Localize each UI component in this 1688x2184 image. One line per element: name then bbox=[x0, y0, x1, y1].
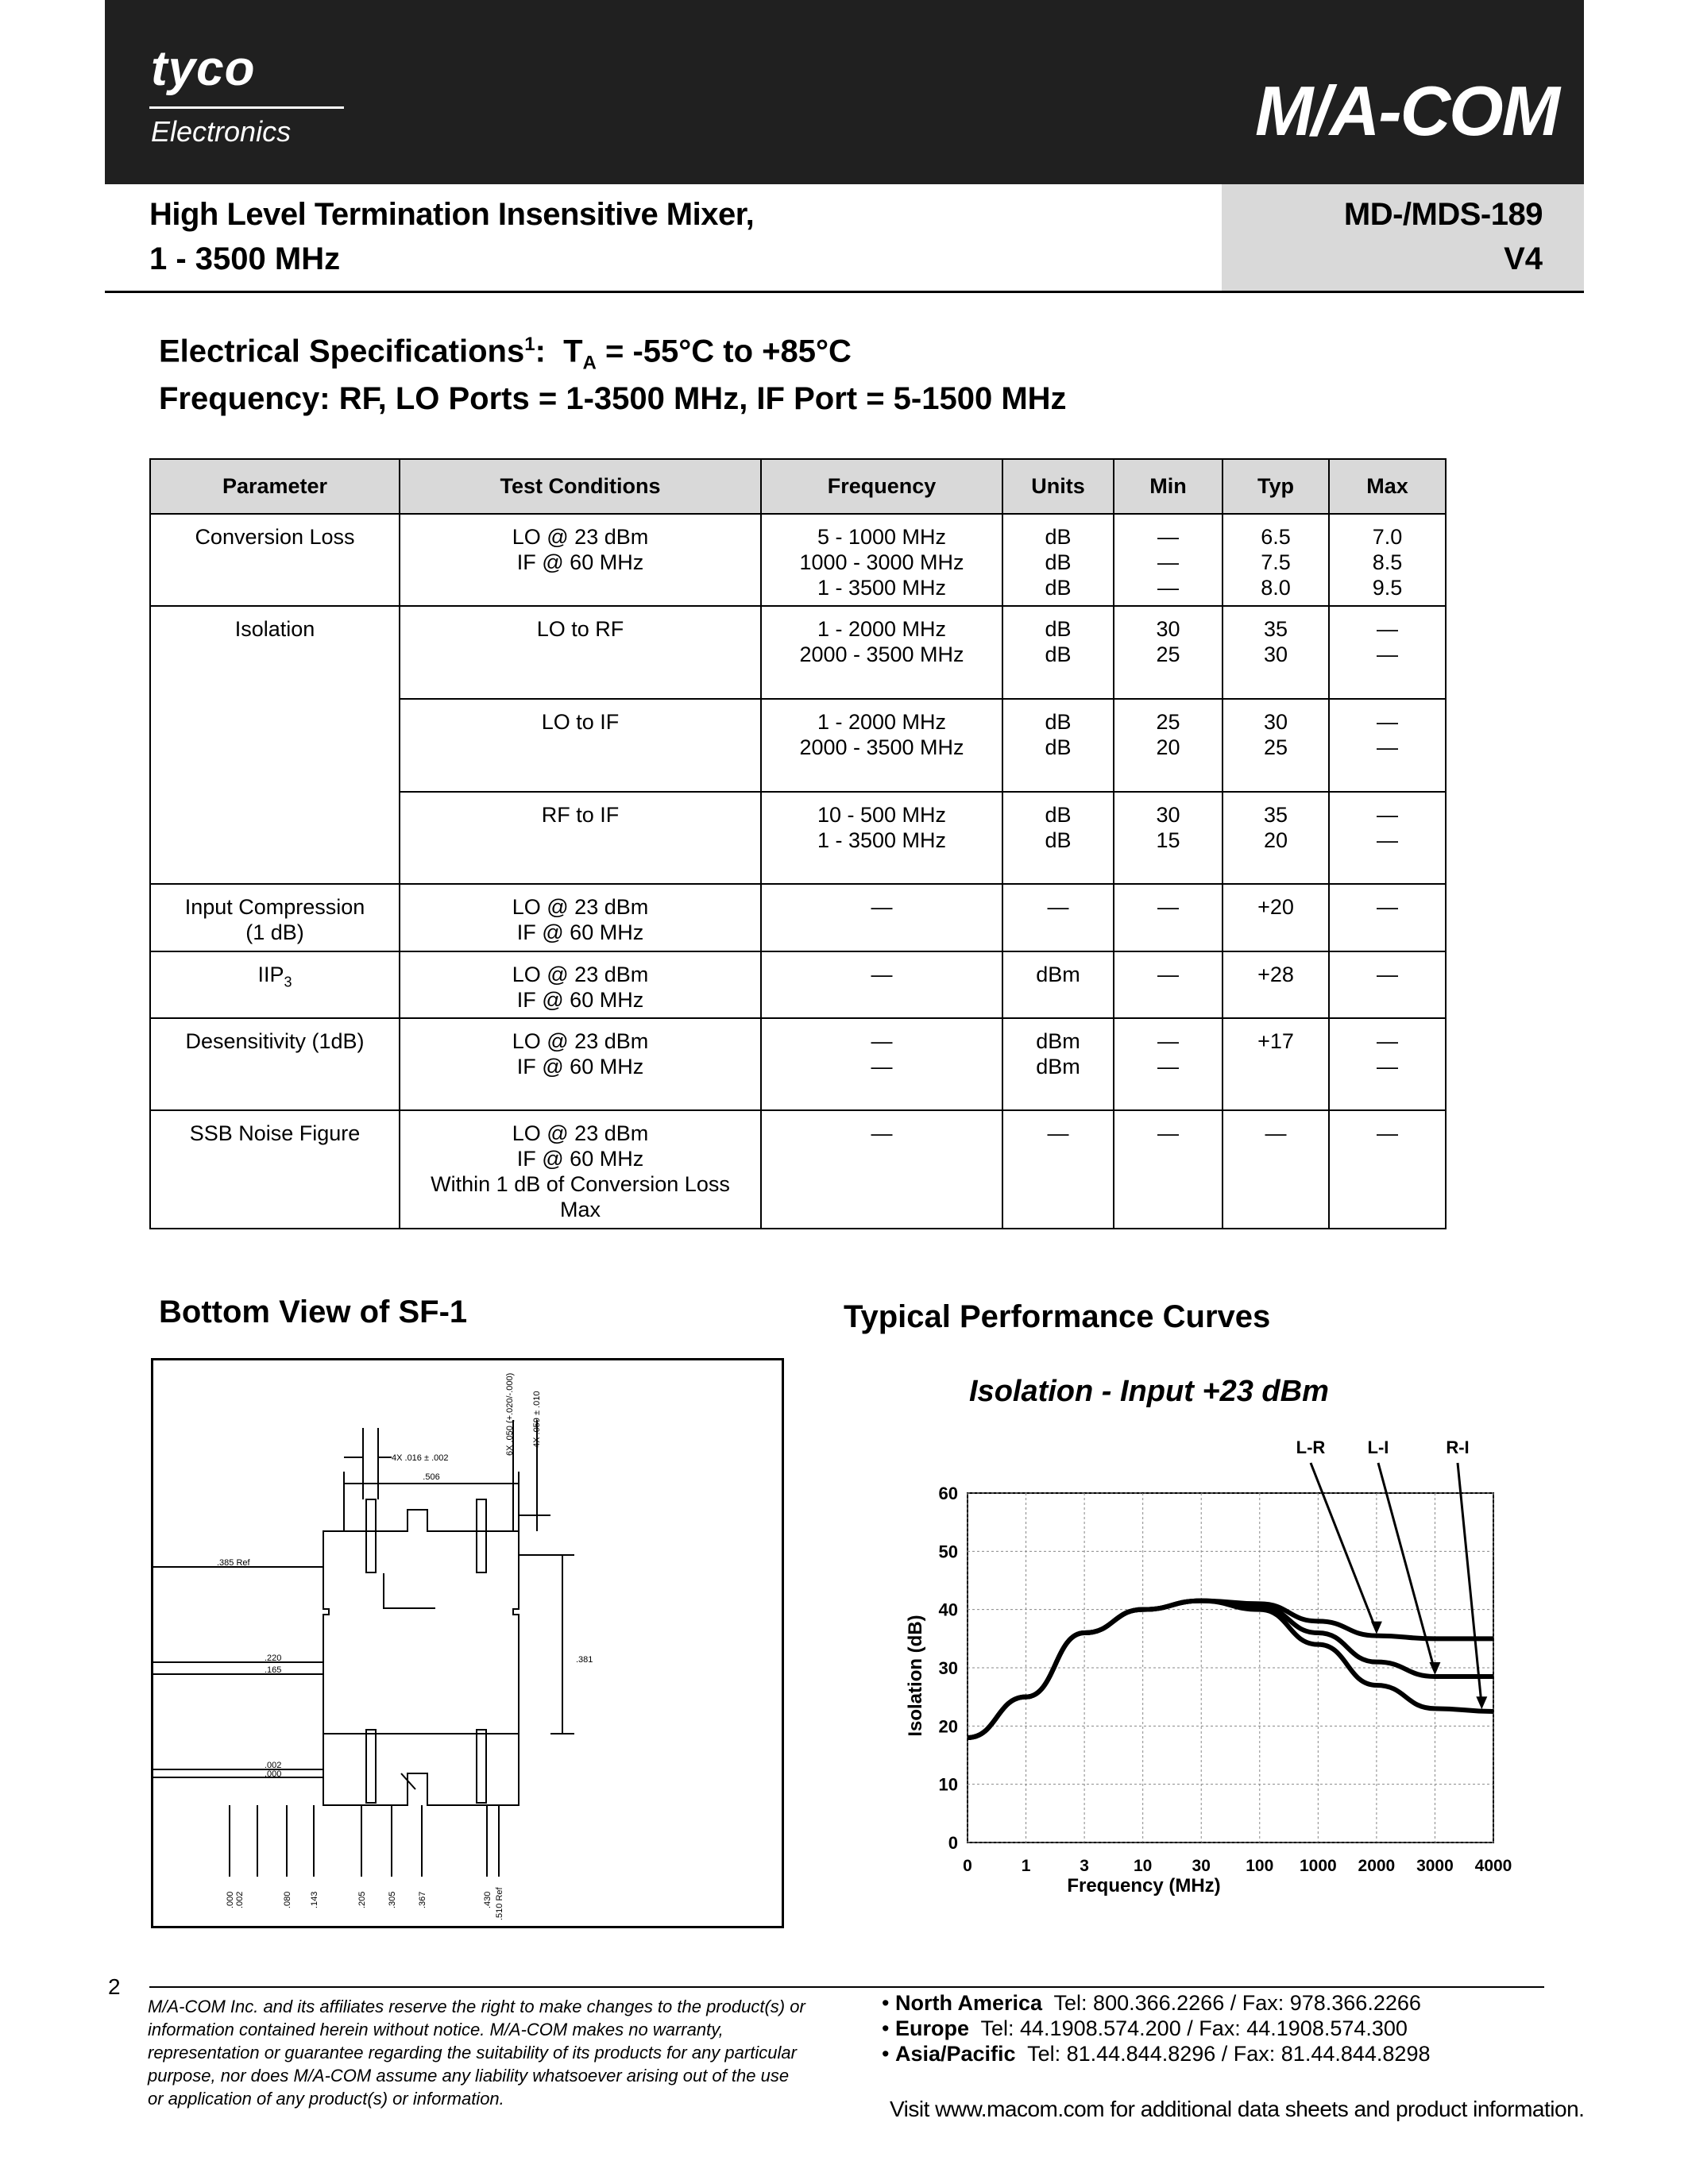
dim-label: .000 bbox=[265, 1769, 282, 1779]
cell-cond: LO to IF bbox=[400, 699, 761, 792]
col-header-parameter: Parameter bbox=[150, 459, 400, 514]
legend-label-l-r: L-R bbox=[1296, 1437, 1326, 1457]
x-tick-label: 4000 bbox=[1474, 1857, 1512, 1875]
cell-freq: — bbox=[761, 951, 1002, 1018]
cell-cond: LO @ 23 dBm IF @ 60 MHz Within 1 dB of Conversion Loss Max bbox=[400, 1110, 761, 1229]
dim-label: 4X .059 ± .010 bbox=[532, 1391, 542, 1448]
document-title-line1: High Level Termination Insensitive Mixer, bbox=[149, 197, 755, 232]
cell-typ: 35 30 bbox=[1223, 606, 1329, 699]
cell-max: — bbox=[1329, 884, 1446, 951]
tyco-logo-rule bbox=[149, 106, 344, 109]
dim-label: .165 bbox=[265, 1665, 282, 1675]
cell-units: — bbox=[1002, 884, 1114, 951]
dim-label: .220 bbox=[265, 1653, 282, 1663]
cell-min: — bbox=[1114, 951, 1223, 1018]
cell-typ: 6.5 7.5 8.0 bbox=[1223, 514, 1329, 606]
x-tick-label: 3 bbox=[1080, 1857, 1089, 1875]
dim-label: 6X .050 (+.020/-.000) bbox=[505, 1372, 515, 1456]
contact-north-america: • North America Tel: 800.366.2266 / Fax: 978.366.2266 bbox=[882, 1991, 1421, 2015]
x-axis-label: Frequency (MHz) bbox=[1067, 1875, 1221, 1897]
col-header-min: Min bbox=[1114, 459, 1223, 514]
legend-arrow-l-r bbox=[1311, 1463, 1377, 1631]
cell-param: Conversion Loss bbox=[150, 514, 400, 606]
electrical-specs-heading: Electrical Specifications$^1$: $T_A = -55^\circ C$ to +85°C bbox=[159, 334, 852, 374]
legend-arrowhead bbox=[1371, 1622, 1382, 1634]
performance-curves-heading: Typical Performance Curves bbox=[844, 1299, 1271, 1334]
pad-top-right bbox=[477, 1499, 486, 1572]
table-row bbox=[150, 1018, 1446, 1110]
col-header-units: Units bbox=[1002, 459, 1114, 514]
package-outline-top bbox=[323, 1510, 519, 1549]
legal-disclaimer: M/A-COM Inc. and its affiliates reserve the right to make changes to the product(s) or information contained herein without notice. M/A-COM makes no warranty, representation or guarantee regarding the suitability of its products for any particular purpose, nor does M/A-COM assume any liability whatsoever arising out of the use or application of any product(s) or information. bbox=[148, 1997, 805, 2109]
cell-freq: — bbox=[761, 884, 1002, 951]
cell-freq: — — bbox=[761, 1018, 1002, 1110]
cell-min: 30 25 bbox=[1114, 606, 1223, 699]
tyco-electronics-label: Electronics bbox=[151, 115, 292, 148]
table-row bbox=[150, 1110, 1446, 1229]
dim-label: .430 bbox=[483, 1891, 492, 1908]
x-tick-label: 2000 bbox=[1358, 1857, 1396, 1875]
cell-typ: +28 bbox=[1223, 951, 1329, 1018]
dim-label: .385 Ref bbox=[217, 1558, 250, 1568]
cell-units: dBm dBm bbox=[1002, 1018, 1114, 1110]
table-row bbox=[150, 951, 1446, 1018]
col-header-frequency: Frequency bbox=[761, 459, 1002, 514]
macom-logo: M/A-COM bbox=[1255, 71, 1559, 150]
col-header-test-conditions: Test Conditions bbox=[400, 459, 761, 514]
cell-cond: LO @ 23 dBm IF @ 60 MHz bbox=[400, 514, 761, 606]
page-number: 2 bbox=[108, 1974, 121, 1999]
cell-freq: 5 - 1000 MHz 1000 - 3000 MHz 1 - 3500 MHz bbox=[761, 514, 1002, 606]
pad-bottom-right bbox=[477, 1730, 486, 1803]
cell-typ: 35 20 bbox=[1223, 792, 1329, 884]
bottom-view-diagram bbox=[151, 1358, 784, 1928]
cell-cond: LO @ 23 dBm IF @ 60 MHz bbox=[400, 884, 761, 951]
pad-bottom-left bbox=[366, 1730, 376, 1803]
contact-asia-pacific: • Asia/Pacific Tel: 81.44.844.8296 / Fax: 81.44.844.8298 bbox=[882, 2042, 1431, 2066]
cell-max: — — bbox=[1329, 1018, 1446, 1110]
cell-param: $IIP_3$ bbox=[150, 951, 400, 1018]
dim-label: .510 Ref bbox=[495, 1887, 504, 1920]
cell-min: — — bbox=[1114, 1018, 1223, 1110]
x-tick-label: 0 bbox=[963, 1857, 972, 1875]
cell-min: — — — bbox=[1114, 514, 1223, 606]
cell-units: dB dB bbox=[1002, 792, 1114, 884]
y-tick-label: 60 bbox=[938, 1484, 958, 1503]
cell-max: — — bbox=[1329, 606, 1446, 699]
x-tick-label: 3000 bbox=[1416, 1857, 1454, 1875]
cell-units: dBm bbox=[1002, 951, 1114, 1018]
legend-arrowhead bbox=[1429, 1662, 1440, 1675]
dim-label: 4X .016 ± .002 bbox=[392, 1453, 449, 1463]
x-tick-label: 30 bbox=[1192, 1857, 1211, 1875]
package-outline-drawing bbox=[153, 1360, 782, 1926]
bottom-view-heading: Bottom View of SF-1 bbox=[159, 1295, 468, 1329]
x-tick-label: 1 bbox=[1021, 1857, 1031, 1875]
cell-max: — — bbox=[1329, 699, 1446, 792]
cell-min: — bbox=[1114, 1110, 1223, 1229]
dim-label: .143 bbox=[310, 1891, 319, 1908]
series-line-r-i bbox=[968, 1601, 1493, 1738]
col-header-typ: Typ bbox=[1223, 459, 1329, 514]
dim-label: .205 bbox=[357, 1891, 367, 1908]
x-tick-label: 100 bbox=[1246, 1857, 1274, 1875]
contact-europe: • Europe Tel: 44.1908.574.200 / Fax: 44.1908.574.300 bbox=[882, 2016, 1408, 2040]
isolation-chart bbox=[898, 1350, 1533, 1918]
x-tick-label: 10 bbox=[1133, 1857, 1153, 1875]
legend-arrow-r-i bbox=[1458, 1463, 1481, 1706]
cell-cond: LO @ 23 dBm IF @ 60 MHz bbox=[400, 951, 761, 1018]
cell-max: — — bbox=[1329, 792, 1446, 884]
cell-min: 30 15 bbox=[1114, 792, 1223, 884]
frequency-heading: Frequency: RF, LO Ports = 1-3500 MHz, IF Port = 5-1500 MHz bbox=[159, 381, 1067, 416]
table-row bbox=[150, 606, 1446, 699]
cell-freq: 10 - 500 MHz 1 - 3500 MHz bbox=[761, 792, 1002, 884]
cell-cond: LO @ 23 dBm IF @ 60 MHz bbox=[400, 1018, 761, 1110]
dim-label: .002 bbox=[235, 1891, 245, 1908]
x-tick-label: 1000 bbox=[1299, 1857, 1337, 1875]
series-line-l-i bbox=[968, 1601, 1493, 1738]
dim-label: .506 bbox=[423, 1472, 440, 1482]
cell-typ: +20 bbox=[1223, 884, 1329, 951]
cell-min: 25 20 bbox=[1114, 699, 1223, 792]
y-tick-label: 50 bbox=[938, 1542, 958, 1562]
regional-contacts bbox=[882, 1990, 1430, 2066]
chart-title: Isolation - Input +23 dBm bbox=[969, 1375, 1329, 1408]
y-axis-label: Isolation (dB) bbox=[905, 1615, 926, 1737]
series-line-l-r bbox=[968, 1601, 1493, 1738]
part-number: MD-/MDS-189 bbox=[1343, 197, 1543, 232]
cell-param: SSB Noise Figure bbox=[150, 1110, 400, 1229]
y-tick-label: 0 bbox=[948, 1833, 958, 1853]
cell-max: — bbox=[1329, 951, 1446, 1018]
cell-cond: RF to IF bbox=[400, 792, 761, 884]
pad-top-left bbox=[366, 1499, 376, 1572]
legend-arrowhead bbox=[1476, 1696, 1487, 1709]
website-note: Visit www.macom.com for additional data sheets and product information. bbox=[890, 2097, 1585, 2121]
cell-cond: LO to RF bbox=[400, 606, 761, 699]
y-tick-label: 20 bbox=[938, 1716, 958, 1737]
dim-label: .000 bbox=[226, 1891, 235, 1908]
dim-label: .080 bbox=[283, 1891, 292, 1908]
y-tick-label: 40 bbox=[938, 1599, 958, 1620]
legend-label-r-i: R-I bbox=[1446, 1437, 1470, 1457]
cell-units: — bbox=[1002, 1110, 1114, 1229]
y-tick-label: 30 bbox=[938, 1658, 958, 1678]
y-tick-label: 10 bbox=[938, 1774, 958, 1795]
cell-param: Input Compression (1 dB) bbox=[150, 884, 400, 951]
dim-label: .002 bbox=[265, 1761, 282, 1770]
cell-max: 7.0 8.5 9.5 bbox=[1329, 514, 1446, 606]
version-label: V4 bbox=[1504, 241, 1543, 276]
legend-arrow-l-i bbox=[1378, 1463, 1435, 1672]
table-row bbox=[150, 884, 1446, 951]
cell-freq: 1 - 2000 MHz 2000 - 3500 MHz bbox=[761, 699, 1002, 792]
specifications-table bbox=[149, 458, 1447, 1229]
cell-units: dB dB bbox=[1002, 699, 1114, 792]
cell-units: dB dB dB bbox=[1002, 514, 1114, 606]
isolation-chart-svg bbox=[898, 1350, 1533, 1918]
cell-freq: 1 - 2000 MHz 2000 - 3500 MHz bbox=[761, 606, 1002, 699]
cell-typ: +17 bbox=[1223, 1018, 1329, 1110]
cell-param: Desensitivity (1dB) bbox=[150, 1018, 400, 1110]
cell-units: dB dB bbox=[1002, 606, 1114, 699]
table-row bbox=[150, 514, 1446, 606]
tyco-logo: tyco bbox=[151, 41, 256, 96]
dim-label: .305 bbox=[388, 1891, 397, 1908]
dim-label: .367 bbox=[418, 1891, 427, 1908]
document-title-line2: 1 - 3500 MHz bbox=[149, 241, 341, 276]
cell-max: — bbox=[1329, 1110, 1446, 1229]
table-header-row bbox=[150, 459, 1446, 514]
cell-param: Isolation bbox=[150, 606, 400, 884]
dim-label: .381 bbox=[576, 1655, 593, 1665]
cell-freq: — bbox=[761, 1110, 1002, 1229]
cell-typ: — bbox=[1223, 1110, 1329, 1229]
cell-min: — bbox=[1114, 884, 1223, 951]
cell-typ: 30 25 bbox=[1223, 699, 1329, 792]
footer-divider bbox=[149, 1986, 1544, 1988]
title-divider bbox=[105, 291, 1584, 293]
legend-label-l-i: L-I bbox=[1367, 1437, 1389, 1457]
col-header-max: Max bbox=[1329, 459, 1446, 514]
